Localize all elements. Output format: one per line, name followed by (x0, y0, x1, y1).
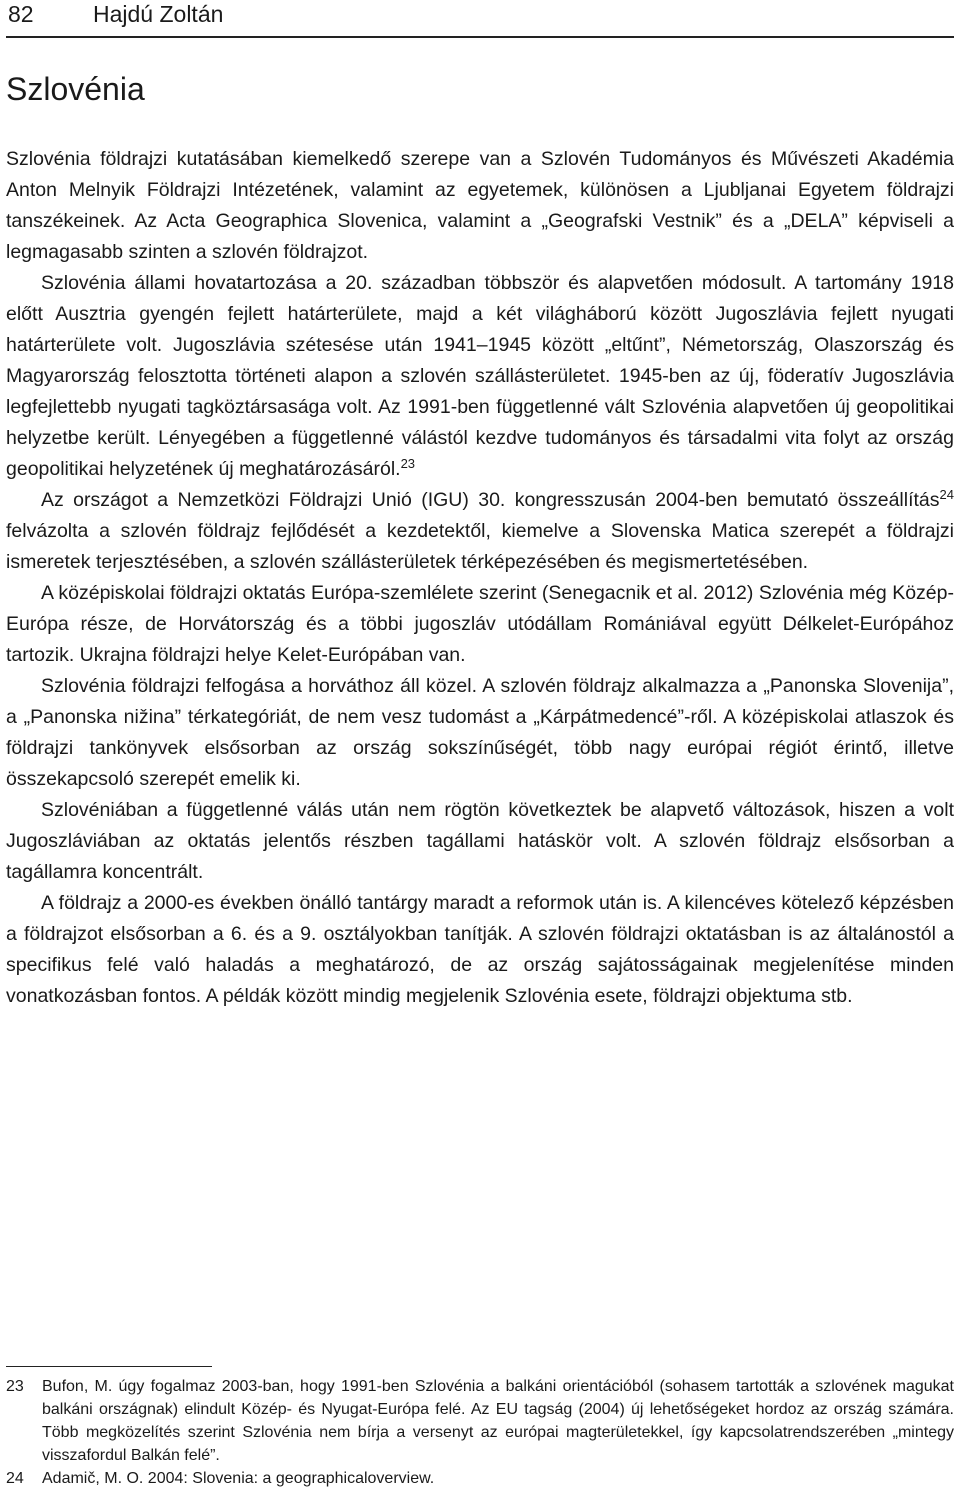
footnote-separator (6, 1366, 212, 1367)
section-title: Szlovénia (6, 71, 145, 107)
paragraph-6: Szlovéniában a függetlenné válás után nem rögtön következtek be alapvető változások, hiszen a volt Jugoszláviában az oktatás jelentős részben tagállami hatáskör volt. A szlovén földrajz elsősorban a tagállamra koncentrált. (6, 799, 954, 883)
footnote-ref-24[interactable]: 24 (939, 487, 954, 502)
running-header (6, 0, 954, 38)
paragraph-2: Szlovénia állami hovatartozása a 20. században többször és alapvetően módosult. A tartomány 1918 előtt Ausztria gyengén fejlett határterülete, majd a két világháború között Jugoszlávia fejlett nyugati határterülete volt. Jugoszlávia szétesése után 1941–1945 között „eltűnt”, Németország, Olaszország és Magyarország felosztotta történeti alapon a szlovén szállásterületet. 1945-ben az új, föderatív Jugoszlávia legfejlettebb nyugati tagköztársasága volt. Az 1991-ben függetlenné vált Szlovénia alapvetően új geopolitikai helyzetbe került. Lényegében a függetlenné válástól kezdve tudományos és társadalmi vita folyt az ország geopolitikai helyzetének új meghatározásáról.$^{23}$ (6, 272, 954, 480)
paragraph-3: Az országot a Nemzetközi Földrajzi Unió (IGU) 30. kongresszusán 2004-ben bemutató összeállítás$^{24}$ felvázolta a szlovén földrajz fejlődését a kezdetektől, kiemelve a Slovenska Matica szerepét a földrajzi ismeretek terjesztésében, a szlovén szállásterületek térképezésében és megismertetésében. (6, 487, 954, 573)
running-head-author: Hajdú Zoltán (93, 1, 224, 27)
footnote-number: 24 (6, 1470, 24, 1487)
paragraph-1: Szlovénia földrajzi kutatásában kiemelkedő szerepe van a Szlovén Tudományos és Művészeti Akadémia Anton Melnyik Földrajzi Intézetének, valamint az egyetemek, különösen a Ljubljanai Egyetem földrajzi tanszékeinek. Az Acta Geographica Slovenica, valamint a „Geografski Vestnik” és a „DELA” képviseli a legmagasabb szinten a szlovén földrajzot. (6, 148, 954, 263)
footnote-number: 23 (6, 1378, 24, 1395)
footnote-24 (6, 1467, 954, 1490)
paragraph-5: Szlovénia földrajzi felfogása a horváthoz áll közel. A szlovén földrajz alkalmazza a „Panonska Slovenija”, a „Panonska nižina” térkategóriát, de nem vesz tudomást a „Kárpátmedencé”-ről. A középiskolai atlaszok és földrajzi tankönyvek elsősorban az ország sokszínűségét, több nagy európai régiót érintő, illetve összekapcsoló szerepét emelik ki. (6, 675, 954, 790)
paragraph-4: A középiskolai földrajzi oktatás Európa-szemlélete szerint (Senegacnik et al. 2012) Szlovénia még Közép-Európa része, de Horvátország és a többi jugoszláv utódállam Romániával együtt Délkelet-Európához tartozik. Ukrajna földrajzi helye Kelet-Európában van. (6, 582, 954, 666)
footnote-23 (6, 1375, 954, 1467)
footnotes (6, 1375, 954, 1490)
body-text (6, 144, 954, 1012)
footnote-text: Adamič, M. O. 2004: Slovenia: a geographicaloverview. (42, 1470, 435, 1487)
footnote-text: Bufon, M. úgy fogalmaz 2003-ban, hogy 1991-ben Szlovénia a balkáni orientációból (sohasem tartották a szlovének magukat balkáni országnak) elindult Közép- és Nyugat-Európa felé. Az EU tagság (2004) új lehetőségeket hordoz az ország számára. Több megközelítés szerint Szlovénia nem bírja a versenyt az európai magterületekkel, így kapcsolatrendszerében „mintegy visszafordul Balkán felé”. (42, 1378, 954, 1464)
footnote-ref-23[interactable]: 23 (400, 456, 416, 471)
paragraph-7: A földrajz a 2000-es években önálló tantárgy maradt a reformok után is. A kilencéves kötelező képzésben a földrajzot elsősorban a 6. és a 9. osztályokban tanítják. A szlovén földrajzi oktatásban is az általánostól a specifikus felé való haladás a meghatározó, de az ország sajátosságainak megjelenítése minden vonatkozásban fontos. A példák között mindig megjelenik Szlovénia esete, földrajzi objektuma stb. (6, 892, 954, 1007)
page-number: 82 (8, 1, 34, 27)
